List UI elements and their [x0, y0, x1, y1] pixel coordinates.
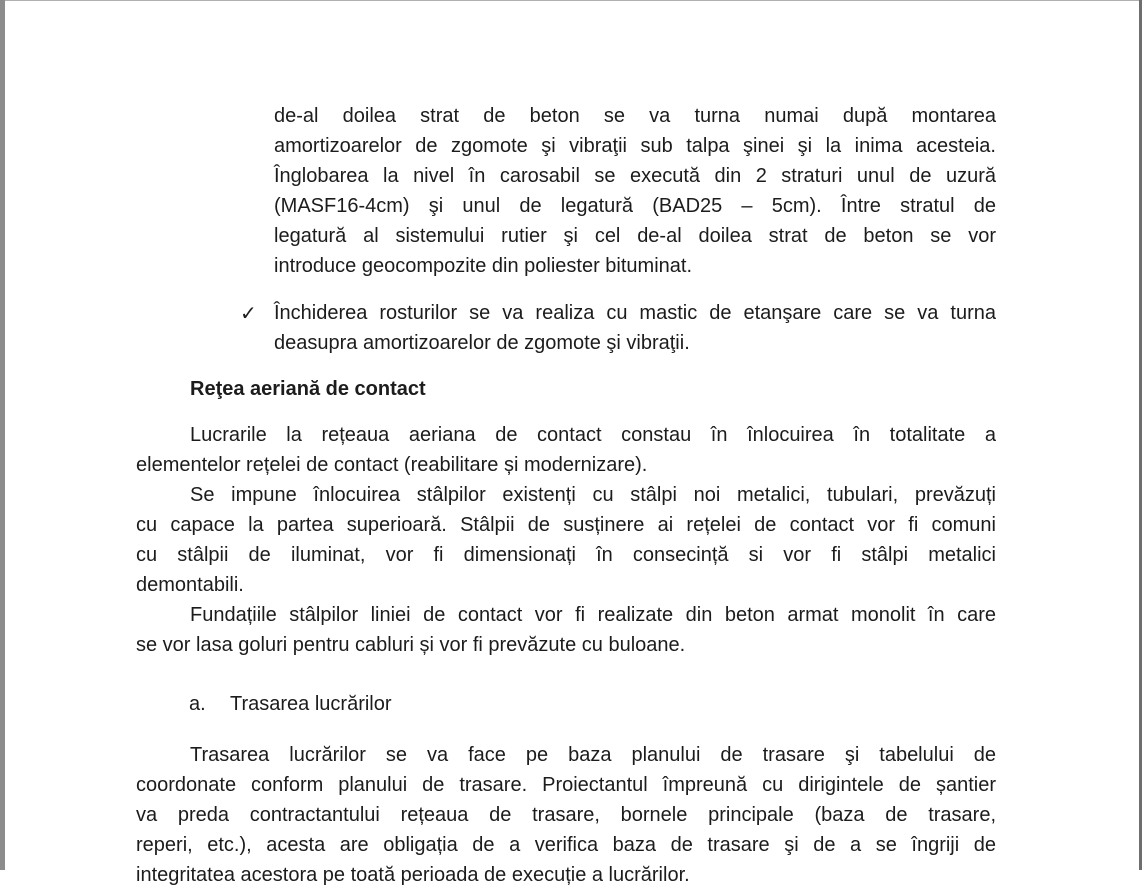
paragraph-poles [136, 480, 996, 600]
document-page [5, 1, 1139, 886]
text-line: introduce geocompozite din poliester bituminat. [274, 255, 693, 277]
paragraph-layout-marking [136, 740, 996, 890]
checkmark-bullet-paragraph [274, 298, 996, 358]
paragraph-foundations [136, 600, 996, 660]
text-line: (MASF16-4cm) şi unul de legatură (BAD25 – 5cm). Între stratul de [274, 195, 996, 217]
paragraph-contact-network [136, 420, 996, 480]
text-line: reperi, etc.), acesta are obligația de a verifica baza de trasare şi de a se îngriji de [136, 834, 996, 856]
text-line: legatură al sistemului rutier şi cel de-al doilea strat de beton se vor [274, 225, 996, 247]
text-line: se vor lasa goluri pentru cabluri și vor fi prevăzute cu buloane. [136, 634, 686, 656]
bullet-continuation-paragraph [274, 101, 996, 281]
section-heading: Reţea aeriană de contact [190, 378, 426, 400]
text-line: cu capace la partea superioară. Stâlpii de susținere ai rețelei de contact vor fi comuni [136, 514, 996, 536]
text-line: amortizoarelor de zgomote şi vibraţii sub talpa şinei şi la inima acesteia. [274, 135, 996, 157]
text-line: cu stâlpii de iluminat, vor fi dimensionați în consecință si vor fi stâlpi metalici [136, 544, 996, 566]
text-line: Trasarea lucrărilor se va face pe baza planului de trasare şi tabelului de [190, 744, 996, 766]
subsection-letter: a. [189, 693, 206, 715]
text-line: Lucrarile la rețeaua aeriana de contact constau în înlocuirea în totalitate a [190, 424, 996, 446]
text-line: deasupra amortizoarelor de zgomote şi vibraţii. [274, 332, 690, 354]
subsection-title: Trasarea lucrărilor [230, 693, 392, 715]
text-line: demontabili. [136, 574, 244, 596]
checkmark-icon: ✓ [240, 301, 257, 325]
text-line: de-al doilea strat de beton se va turna numai după montarea [274, 105, 996, 127]
text-line: elementelor rețelei de contact (reabilitare și modernizare). [136, 454, 648, 476]
text-line: Înglobarea la nivel în carosabil se execută din 2 straturi unul de uzură [274, 165, 996, 187]
text-line: Se impune înlocuirea stâlpilor existenți cu stâlpi noi metalici, tubulari, prevăzuți [190, 484, 996, 506]
text-line: integritatea acestora pe toată perioada de execuție a lucrărilor. [136, 864, 690, 886]
text-line: Fundațiile stâlpilor liniei de contact vor fi realizate din beton armat monolit în care [190, 604, 996, 626]
text-line: Închiderea rosturilor se va realiza cu mastic de etanşare care se va turna [274, 302, 996, 324]
text-line: coordonate conform planului de trasare. Proiectantul împreună cu dirigintele de șantier [136, 774, 996, 796]
text-line: va preda contractantului rețeaua de trasare, bornele principale (baza de trasare, [136, 804, 996, 826]
